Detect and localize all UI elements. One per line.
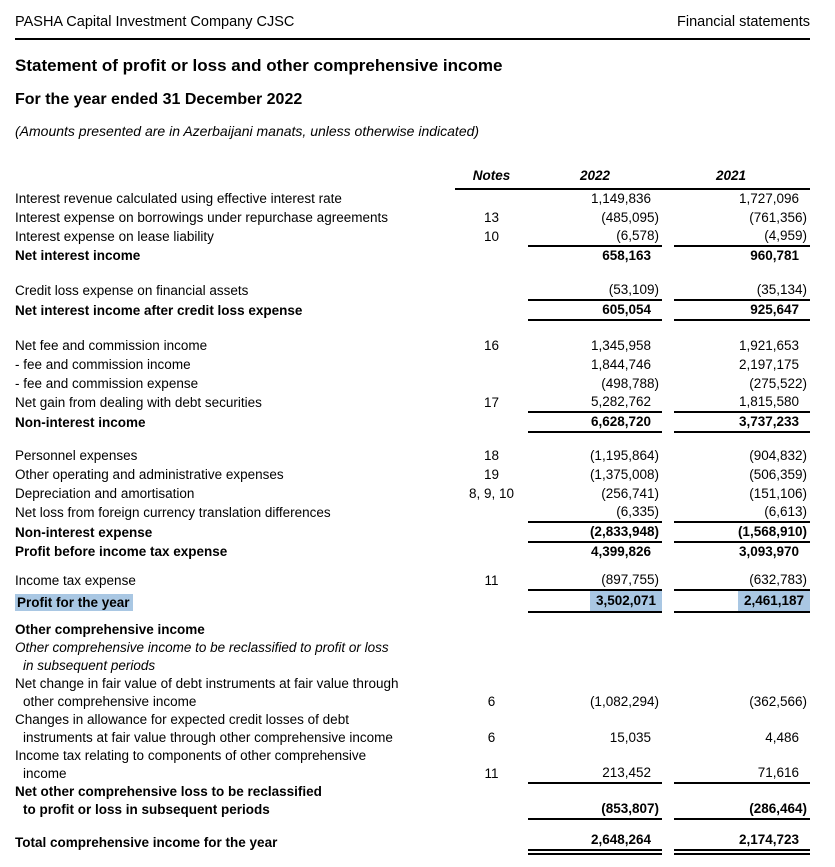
column-gap (662, 783, 674, 819)
row-value-2021 (674, 336, 810, 355)
row-label-line: - fee and commission expense (15, 376, 199, 391)
spacer-row (15, 432, 810, 446)
amount: (2,833,948) (589, 524, 659, 539)
row-label-line: Interest expense on lease liability (15, 229, 214, 244)
row-notes (455, 522, 528, 542)
row-value-2021 (674, 281, 810, 300)
table-row (15, 189, 810, 208)
row-label (15, 503, 455, 522)
spacer-row (15, 561, 810, 571)
amount: (53,109) (608, 282, 659, 297)
table-row (15, 783, 810, 819)
row-value-2021 (674, 620, 810, 639)
amount: (897,755) (601, 572, 659, 587)
row-notes: 19 (483, 467, 500, 482)
column-gap (662, 571, 674, 590)
company-name: PASHA Capital Investment Company CJSC (15, 14, 295, 30)
row-value-2022 (528, 675, 662, 711)
row-label (15, 465, 455, 484)
row-notes: 16 (483, 338, 500, 353)
amount: (632,783) (749, 572, 807, 587)
row-value-2021 (674, 300, 810, 320)
amount: (1,195,864) (589, 448, 659, 463)
row-label-line: Credit loss expense on financial assets (15, 283, 249, 298)
column-gap (662, 300, 674, 320)
row-notes (455, 412, 528, 432)
row-value-2021 (674, 189, 810, 208)
col-header-2021: 2021 (674, 166, 810, 189)
row-value-2022 (528, 503, 662, 522)
row-label (15, 446, 455, 465)
row-label (15, 412, 455, 432)
financial-table (15, 166, 810, 855)
spacer-cell (15, 320, 810, 336)
row-notes (455, 542, 528, 561)
amount: (6,613) (764, 504, 807, 519)
spacer-row (15, 265, 810, 281)
row-value-2021 (674, 503, 810, 522)
row-value-2022 (528, 355, 662, 374)
row-notes: 18 (483, 448, 500, 463)
row-label (15, 825, 455, 852)
amount: 658,163 (602, 248, 651, 263)
column-gap (662, 336, 674, 355)
column-gap (662, 522, 674, 542)
row-label-line2: other comprehensive income (23, 694, 197, 709)
row-label (15, 675, 455, 711)
table-row (15, 675, 810, 711)
row-label (15, 393, 455, 412)
amount: (485,095) (601, 210, 659, 225)
row-value-2021 (674, 227, 810, 246)
row-notes (455, 783, 528, 819)
row-label-line: Net interest income after credit loss expense (15, 303, 303, 318)
spacer-cell (15, 432, 810, 446)
table-row (15, 465, 810, 484)
row-value-2021 (674, 208, 810, 227)
amount: 6,628,720 (590, 414, 651, 429)
row-label (15, 355, 455, 374)
row-value-2021 (674, 590, 810, 612)
row-notes: 11 (484, 766, 499, 781)
table-header-row (15, 166, 810, 189)
row-value-2022 (528, 542, 662, 561)
amount: (6,578) (616, 228, 659, 243)
column-gap (662, 189, 674, 208)
amount: 1,727,096 (738, 191, 799, 206)
row-value-2022 (528, 374, 662, 393)
table-row (15, 246, 810, 265)
row-notes (455, 374, 528, 393)
column-gap (662, 825, 674, 852)
col-header-notes: Notes (455, 166, 528, 189)
row-value-2021 (674, 542, 810, 561)
column-gap (662, 355, 674, 374)
row-label-line: Non-interest income (15, 415, 146, 430)
column-gap (662, 484, 674, 503)
table-row (15, 446, 810, 465)
row-label-line2: income (23, 766, 67, 781)
row-value-2022 (528, 189, 662, 208)
column-gap (662, 281, 674, 300)
row-label-line: - fee and commission income (15, 357, 191, 372)
row-label (15, 571, 455, 590)
amount: 4,486 (765, 730, 799, 745)
amount: 71,616 (757, 765, 799, 780)
row-value-2022 (528, 484, 662, 503)
row-notes (455, 281, 528, 300)
amount: 15,035 (609, 730, 651, 745)
amount: 2,174,723 (738, 832, 799, 847)
column-gap (662, 675, 674, 711)
amount: (1,082,294) (589, 694, 659, 709)
row-value-2022 (528, 393, 662, 412)
amount: 2,461,187 (738, 591, 810, 611)
amount: (761,356) (749, 210, 807, 225)
row-label (15, 542, 455, 561)
period-title: For the year ended 31 December 2022 (15, 91, 303, 108)
row-value-2021 (674, 783, 810, 819)
row-notes (455, 355, 528, 374)
row-label-line2: in subsequent periods (23, 658, 156, 673)
amount: (275,522) (749, 376, 807, 391)
column-gap (662, 620, 674, 639)
row-label-line: Net other comprehensive loss to be reclassified (15, 784, 322, 799)
row-label (15, 747, 455, 783)
row-notes (455, 503, 528, 522)
amount: 1,921,653 (738, 338, 799, 353)
table-row (15, 281, 810, 300)
row-label (15, 484, 455, 503)
amount: (1,375,008) (589, 467, 659, 482)
row-label (15, 620, 455, 639)
amount: (1,568,910) (737, 524, 807, 539)
row-value-2021 (674, 246, 810, 265)
column-gap (662, 465, 674, 484)
row-value-2021 (674, 711, 810, 747)
column-gap (662, 639, 674, 675)
table-row (15, 503, 810, 522)
table-row (15, 825, 810, 852)
row-label (15, 208, 455, 227)
amount: 1,844,746 (590, 357, 651, 372)
column-gap (662, 166, 674, 189)
highlighted-text: Profit for the year (15, 594, 133, 611)
row-label-line: Net gain from dealing with debt securities (15, 395, 262, 410)
row-value-2022 (528, 446, 662, 465)
column-gap (662, 590, 674, 612)
row-value-2021 (674, 412, 810, 432)
table-row (15, 484, 810, 503)
column-gap (662, 446, 674, 465)
col-header-2022: 2022 (528, 166, 662, 189)
row-label (15, 711, 455, 747)
table-row (15, 542, 810, 561)
amount: 3,502,071 (590, 591, 662, 611)
amount: (256,741) (601, 486, 659, 501)
row-label-line: Net interest income (15, 248, 141, 263)
row-notes (455, 825, 528, 852)
row-label-line: Income tax expense (15, 573, 136, 588)
row-value-2022 (528, 571, 662, 590)
column-gap (662, 542, 674, 561)
amount: 2,197,175 (738, 357, 799, 372)
amount: 4,399,826 (590, 544, 651, 559)
table-row (15, 522, 810, 542)
row-value-2021 (674, 465, 810, 484)
table-row (15, 639, 810, 675)
amount: 1,815,580 (738, 394, 799, 409)
row-label (15, 374, 455, 393)
row-value-2022 (528, 465, 662, 484)
row-label (15, 590, 455, 612)
row-notes: 6 (487, 730, 496, 745)
row-label-line: Other comprehensive income (15, 622, 205, 637)
row-value-2022 (528, 825, 662, 852)
row-notes (455, 300, 528, 320)
row-label-line: Net loss from foreign currency translation differences (15, 505, 331, 520)
row-notes (455, 246, 528, 265)
row-value-2022 (528, 208, 662, 227)
table-row (15, 747, 810, 783)
row-value-2022 (528, 336, 662, 355)
table-row (15, 208, 810, 227)
column-gap (662, 393, 674, 412)
row-label (15, 783, 455, 819)
row-value-2022 (528, 747, 662, 783)
row-label (15, 336, 455, 355)
row-value-2022 (528, 300, 662, 320)
amount: 925,647 (750, 302, 799, 317)
amount: 1,149,836 (590, 191, 651, 206)
row-value-2022 (528, 711, 662, 747)
row-label-line (15, 594, 455, 612)
row-label-line: Income tax relating to components of other comprehensive (15, 748, 367, 763)
row-label-line: Total comprehensive income for the year (15, 835, 278, 850)
row-value-2022 (528, 783, 662, 819)
row-notes (455, 189, 528, 208)
row-value-2021 (674, 571, 810, 590)
amount: 2,648,264 (590, 832, 651, 847)
row-value-2021 (674, 639, 810, 675)
row-notes: 8, 9, 10 (468, 486, 515, 501)
row-label (15, 300, 455, 320)
row-label (15, 246, 455, 265)
amount: 960,781 (750, 248, 799, 263)
row-notes (455, 590, 528, 612)
row-value-2021 (674, 675, 810, 711)
amount: 5,282,762 (590, 394, 651, 409)
column-gap (662, 208, 674, 227)
table-row (15, 355, 810, 374)
row-value-2022 (528, 620, 662, 639)
row-value-2022 (528, 227, 662, 246)
row-value-2021 (674, 355, 810, 374)
column-gap (662, 503, 674, 522)
row-value-2021 (674, 522, 810, 542)
row-notes: 17 (483, 395, 500, 410)
row-label (15, 189, 455, 208)
row-label-line2: to profit or loss in subsequent periods (23, 802, 270, 817)
table-row (15, 393, 810, 412)
amount: (498,788) (601, 376, 659, 391)
row-label-line: Changes in allowance for expected credit losses of debt (15, 712, 349, 727)
column-gap (662, 227, 674, 246)
table-row (15, 227, 810, 246)
table-row (15, 571, 810, 590)
row-label-line: Profit before income tax expense (15, 544, 228, 559)
amount: 1,345,958 (590, 338, 651, 353)
row-notes: 6 (487, 694, 496, 709)
row-value-2022 (528, 590, 662, 612)
row-label-line: Other operating and administrative expenses (15, 467, 284, 482)
row-label (15, 522, 455, 542)
row-notes: 11 (484, 573, 499, 588)
amount: (35,134) (756, 282, 807, 297)
row-label-line: Net change in fair value of debt instruments at fair value through (15, 676, 399, 691)
amount: (362,566) (749, 694, 807, 709)
amount: 605,054 (602, 302, 651, 317)
amount: (151,106) (749, 486, 807, 501)
column-gap (662, 374, 674, 393)
table-row (15, 336, 810, 355)
table-row (15, 412, 810, 432)
row-label-line: Other comprehensive income to be reclassified to profit or loss (15, 640, 389, 655)
row-value-2022 (528, 246, 662, 265)
row-label-line: Net fee and commission income (15, 338, 208, 353)
table-row (15, 590, 810, 612)
row-label-line: Interest revenue calculated using effective interest rate (15, 191, 342, 206)
column-gap (662, 747, 674, 783)
table-row (15, 300, 810, 320)
row-label-line: Depreciation and amortisation (15, 486, 195, 501)
row-value-2022 (528, 412, 662, 432)
amount: (853,807) (601, 801, 659, 816)
amount: (904,832) (749, 448, 807, 463)
row-value-2021 (674, 393, 810, 412)
column-gap (662, 711, 674, 747)
row-label (15, 281, 455, 300)
amount: (286,464) (749, 801, 807, 816)
row-value-2021 (674, 446, 810, 465)
row-value-2021 (674, 484, 810, 503)
row-notes (455, 620, 528, 639)
amount: 3,093,970 (738, 544, 799, 559)
statement-title: Statement of profit or loss and other comprehensive income (15, 56, 503, 75)
row-label (15, 227, 455, 246)
spacer-row (15, 320, 810, 336)
row-value-2021 (674, 374, 810, 393)
amount: 213,452 (602, 765, 651, 780)
amount: (6,335) (616, 504, 659, 519)
column-gap (662, 246, 674, 265)
row-notes (455, 639, 528, 675)
table-row (15, 374, 810, 393)
row-value-2022 (528, 522, 662, 542)
amount: 3,737,233 (738, 414, 799, 429)
row-label-line2: instruments at fair value through other comprehensive income (23, 730, 393, 745)
row-label-line: Interest expense on borrowings under repurchase agreements (15, 210, 388, 225)
table-row (15, 620, 810, 639)
document-type-label: Financial statements (677, 14, 810, 30)
row-notes: 10 (483, 229, 500, 244)
row-value-2022 (528, 639, 662, 675)
amount: (506,359) (749, 467, 807, 482)
row-label-line: Non-interest expense (15, 525, 153, 540)
row-value-2022 (528, 281, 662, 300)
column-gap (662, 412, 674, 432)
spacer-cell (15, 612, 810, 620)
row-value-2021 (674, 825, 810, 852)
page-header (15, 14, 810, 40)
header-label-spacer (15, 166, 455, 189)
row-label (15, 639, 455, 675)
row-label-line: Personnel expenses (15, 448, 138, 463)
amount: (4,959) (764, 228, 807, 243)
row-value-2021 (674, 747, 810, 783)
currency-note: (Amounts presented are in Azerbaijani manats, unless otherwise indicated) (15, 123, 480, 139)
table-row (15, 711, 810, 747)
spacer-row (15, 612, 810, 620)
spacer-cell (15, 561, 810, 571)
row-notes: 13 (483, 210, 500, 225)
spacer-cell (15, 265, 810, 281)
